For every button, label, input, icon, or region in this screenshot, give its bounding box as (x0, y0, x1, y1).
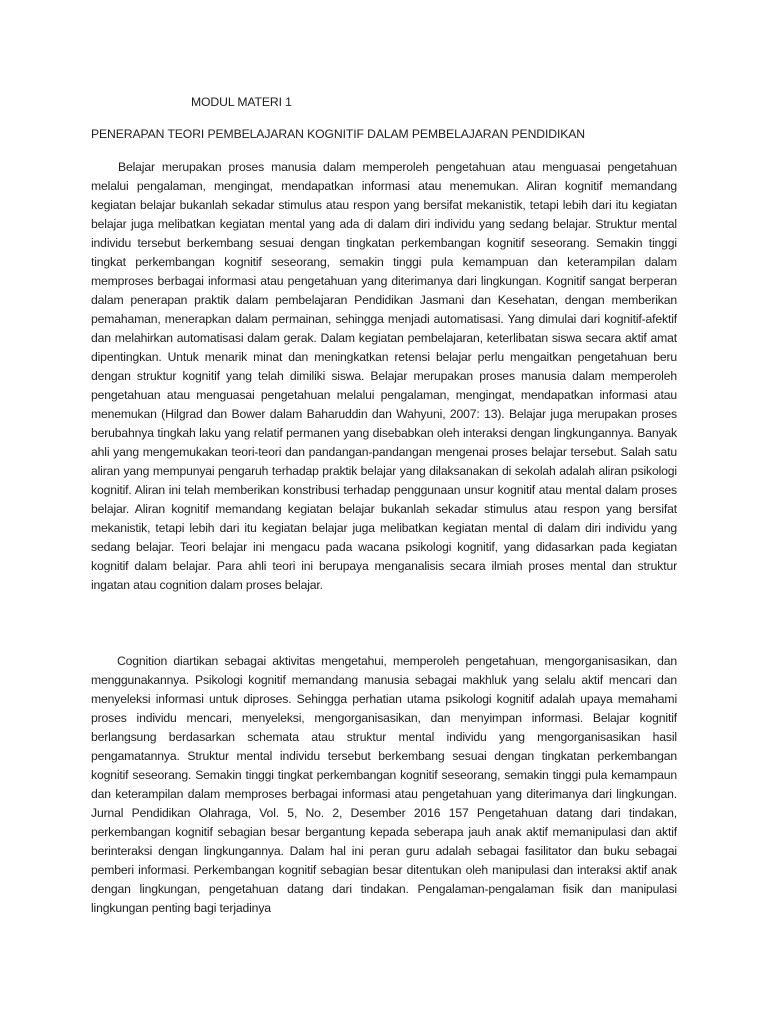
module-title: MODUL MATERI 1 (191, 95, 292, 109)
document-title: PENERAPAN TEORI PEMBELAJARAN KOGNITIF DALAM PEMBELAJARAN PENDIDIKAN (91, 127, 586, 141)
paragraph-1: Belajar merupakan proses manusia dalam memperoleh pengetahuan atau menguasai pengetahuan melalui pengalaman, mengingat, mendapatkan informasi atau menemukan. Aliran kognitif memandang kegiatan belajar bukanlah sekadar stimulus atau respon yang bersifat mekanistik, tetapi lebih dari itu kegiatan belajar juga melibatkan kegiatan mental yang ada di dalam diri individu yang sedang belajar. Struktur mental individu tersebut berkembang sesuai dengan tingkatan perkembangan kognitif seseorang. Semakin tinggi tingkat perkembangan kognitif seseorang, semakin tinggi pula kemampuan dan keterampilan dalam memproses berbagai informasi atau pengetahuan yang diterimanya dari lingkungan. Kognitif sangat berperan dalam penerapan praktik dalam pembelajaran Pendidikan Jasmani dan Kesehatan, dengan memberikan pemahaman, menerapkan dalam permainan, sehingga menjadi automatisasi. Yang dimulai dari kognitif-afektif dan melahirkan automatisasi dalam gerak. Dalam kegiatan pembelajaran, keterlibatan siswa secara aktif amat dipentingkan. Untuk menarik minat dan meningkatkan retensi belajar perlu mengaitkan pengetahuan beru dengan struktur kognitif yang telah dimiliki siswa. Belajar merupakan proses manusia dalam memperoleh pengetahuan atau menguasai pengetahuan melalui pengalaman, mengingat, mendapatkan informasi atau menemukan (Hilgrad dan Bower dalam Baharuddin dan Wahyuni, 2007: 13). Belajar juga merupakan proses berubahnya tingkah laku yang relatif permanen yang disebabkan oleh interaksi dengan lingkungannya. Banyak ahli yang mengemukakan teori-teori dan pandangan-pandangan mengenai proses belajar tersebut. Salah satu aliran yang mempunyai pengaruh terhadap praktik belajar yang dilaksanakan di sekolah adalah aliran psikologi kognitif. Aliran ini telah memberikan konstribusi terhadap penggunaan unsur kognitif atau mental dalam proses belajar. Aliran kognitif memandang kegiatan belajar bukanlah sekadar stimulus atau respon yang bersifat mekanistik, tetapi lebih dari itu kegiatan belajar juga melibatkan kegiatan mental di dalam diri individu yang sedang belajar. Teori belajar ini mengacu pada wacana psikologi kognitif, yang didasarkan pada kegiatan kognitif dalam belajar. Para ahli teori ini berupaya menganalisis secara ilmiah proses mental dan struktur ingatan atau cognition dalam proses belajar. (91, 160, 677, 592)
paragraph-2: Cognition diartikan sebagai aktivitas mengetahui, memperoleh pengetahuan, mengorganisasikan, dan menggunakannya. Psikologi kognitif memandang manusia sebagai makhluk yang selalu aktif mencari dan menyeleksi informasi untuk diproses. Sehingga perhatian utama psikologi kognitif adalah upaya memahami proses individu mencari, menyeleksi, mengorganisasikan, dan menyimpan informasi. Belajar kognitif berlangsung berdasarkan schemata atau struktur mental individu yang mengorganisasikan hasil pengamatannya. Struktur mental individu tersebut berkembang sesuai dengan tingkatan perkembangan kognitif seseorang. Semakin tinggi tingkat perkembangan kognitif seseorang, semakin tinggi pula kemampaun dan keterampilan dalam memproses berbagai informasi atau pengetahuan yang diterimanya dari lingkungan. Jurnal Pendidikan Olahraga, Vol. 5, No. 2, Desember 2016 157 Pengetahuan datang dari tindakan, perkembangan kognitif sebagian besar bergantung kepada seberapa jauh anak aktif memanipulasi dan aktif berinteraksi dengan lingkungannya. Dalam hal ini peran guru adalah sebagai fasilitator dan buku sebagai pemberi informasi. Perkembangan kognitif sebagian besar ditentukan oleh manipulasi dan interaksi aktif anak dengan lingkungan, pengetahuan datang dari tindakan. Pengalaman-pengalaman fisik dan manipulasi lingkungan penting bagi terjadinya (91, 654, 677, 915)
